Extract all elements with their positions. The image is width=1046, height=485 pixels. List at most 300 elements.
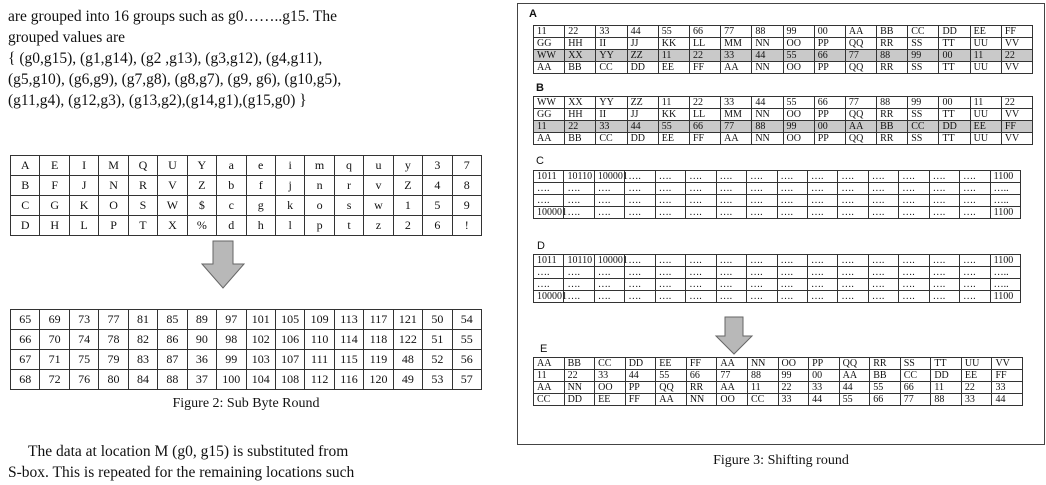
table-cell: 56 [452, 350, 481, 370]
table-cell: 22 [564, 370, 595, 382]
table-cell: 1 [393, 196, 422, 216]
table-cell: RR [877, 109, 908, 121]
table-cell: …. [716, 291, 746, 303]
table-cell: 55 [783, 50, 814, 62]
table-cell: 53 [423, 370, 452, 390]
table-cell: 88 [752, 26, 783, 38]
table-cell: 11 [658, 50, 689, 62]
table-cell: 11 [931, 382, 962, 394]
table-cell: 76 [69, 370, 98, 390]
table-cell: AA [534, 62, 565, 74]
table-cell: PP [625, 382, 656, 394]
table-cell: …. [594, 291, 624, 303]
table-cell: 5 [423, 196, 452, 216]
table-cell: …. [686, 171, 716, 183]
table-cell: ! [452, 216, 481, 236]
table-cell: k [275, 196, 304, 216]
table-cell: u [364, 156, 393, 176]
table-cell: 109 [305, 310, 334, 330]
table-cell: CC [595, 358, 626, 370]
text-line: (g11,g4), (g12,g3), (g13,g2),(g14,g1),(g15,g0) } [8, 92, 307, 109]
table-cell: 70 [40, 330, 69, 350]
table-cell: …. [625, 291, 655, 303]
table-cell: RR [870, 358, 901, 370]
table-row [11, 216, 482, 236]
table-cell: EE [656, 358, 687, 370]
table-cell: 82 [128, 330, 157, 350]
table-cell: TT [939, 109, 970, 121]
table-cell: 51 [423, 330, 452, 350]
table-cell: VV [992, 358, 1023, 370]
table-cell: 87 [158, 350, 187, 370]
table-cell: …. [716, 183, 746, 195]
table-cell: …. [747, 267, 777, 279]
table-cell: i [275, 156, 304, 176]
table-cell: 1100 [990, 207, 1020, 219]
table-cell: 44 [809, 394, 840, 406]
table-cell: 80 [99, 370, 128, 390]
label-a: A [529, 8, 537, 20]
table-cell: SS [900, 358, 931, 370]
table-b [533, 96, 1033, 145]
table-cell: 77 [99, 310, 128, 330]
table-cell: KK [658, 109, 689, 121]
table-cell: 11 [747, 382, 778, 394]
table-cell: 10110 [564, 171, 594, 183]
table-cell: X [158, 216, 187, 236]
table-c [533, 170, 1021, 219]
table-cell: 73 [69, 310, 98, 330]
table-cell: FF [689, 62, 720, 74]
table-cell: …. [534, 279, 564, 291]
table-cell: 105 [275, 310, 304, 330]
table-cell: AA [721, 133, 752, 145]
table-cell: …. [868, 279, 898, 291]
table-row [11, 156, 482, 176]
table-cell: 22 [778, 382, 809, 394]
label-d: D [537, 240, 545, 252]
table-cell: …. [655, 291, 685, 303]
table-cell: …. [899, 183, 929, 195]
table-cell: v [364, 176, 393, 196]
table-cell: 22 [961, 382, 992, 394]
table-cell: …. [686, 255, 716, 267]
table-cell: % [187, 216, 216, 236]
table-cell: 100001 [594, 171, 624, 183]
table-cell: 88 [877, 50, 908, 62]
table-cell: …. [655, 195, 685, 207]
table-cell: 3 [423, 156, 452, 176]
table-cell: HH [565, 38, 596, 50]
table-cell: EE [970, 26, 1001, 38]
table-cell: LL [689, 109, 720, 121]
table-cell: …. [534, 267, 564, 279]
table-cell: FF [1001, 26, 1032, 38]
table-cell: …. [868, 291, 898, 303]
table-cell: …. [838, 291, 868, 303]
table-cell: 100001 [594, 255, 624, 267]
table-row [11, 370, 482, 390]
table-cell: 108 [275, 370, 304, 390]
table-cell: 2 [393, 216, 422, 236]
table-cell: …. [807, 171, 837, 183]
table-cell: SS [908, 38, 939, 50]
table-cell: …. [807, 267, 837, 279]
table-cell: VV [1001, 62, 1032, 74]
table-cell: …. [655, 267, 685, 279]
table-cell: PP [814, 109, 845, 121]
table-cell: 77 [721, 26, 752, 38]
table-cell: 99 [783, 26, 814, 38]
table-cell: YY [596, 50, 627, 62]
table-cell: 48 [393, 350, 422, 370]
table-cell: m [305, 156, 334, 176]
table-cell: AA [845, 121, 876, 133]
table-cell: UU [970, 133, 1001, 145]
table-cell: AA [534, 133, 565, 145]
table-cell: 77 [900, 394, 931, 406]
table-cell: BB [877, 121, 908, 133]
table-cell: 81 [128, 310, 157, 330]
table-cell: UU [961, 358, 992, 370]
label-b: B [536, 82, 544, 94]
table-cell: …. [960, 255, 990, 267]
table-cell: HH [565, 109, 596, 121]
table-cell: F [40, 176, 69, 196]
table-cell: P [99, 216, 128, 236]
table-cell: B [11, 176, 40, 196]
table-row [534, 279, 1021, 291]
table-cell: …. [716, 279, 746, 291]
table-cell: …. [838, 255, 868, 267]
table-cell: 112 [305, 370, 334, 390]
table-cell: 10110 [564, 255, 594, 267]
table-cell: …. [899, 207, 929, 219]
table-cell: …. [716, 207, 746, 219]
table-cell: 00 [809, 370, 840, 382]
table-cell: 54 [452, 310, 481, 330]
table-cell: CC [908, 26, 939, 38]
table-cell: GG [534, 38, 565, 50]
table-cell: QQ [839, 358, 870, 370]
table-cell: T [128, 216, 157, 236]
table-cell: UU [970, 109, 1001, 121]
table-cell: …. [838, 195, 868, 207]
table-cell: …. [564, 291, 594, 303]
table-cell: FF [686, 358, 717, 370]
table-cell: 116 [334, 370, 363, 390]
table-cell: MM [721, 109, 752, 121]
table-cell: d [217, 216, 246, 236]
table-cell: n [305, 176, 334, 196]
table-cell: 66 [900, 382, 931, 394]
table-cell: 88 [158, 370, 187, 390]
table-cell: …. [868, 183, 898, 195]
table-cell: …. [564, 183, 594, 195]
table-cell: 44 [752, 50, 783, 62]
table-cell: r [334, 176, 363, 196]
table-row [534, 382, 1023, 394]
table-cell: 77 [717, 370, 748, 382]
table-cell: …. [868, 207, 898, 219]
table-cell: QQ [845, 109, 876, 121]
table-row [534, 133, 1033, 145]
table-cell: …. [777, 267, 807, 279]
table-cell: II [596, 109, 627, 121]
table-cell: 6 [423, 216, 452, 236]
table-cell: …. [564, 195, 594, 207]
table-cell: QQ [845, 62, 876, 74]
table-row [534, 291, 1021, 303]
table-row [11, 350, 482, 370]
table-cell: BB [565, 62, 596, 74]
table-cell: 44 [627, 121, 658, 133]
table-cell: A [11, 156, 40, 176]
table-cell: 22 [689, 50, 720, 62]
table-cell: OO [595, 382, 626, 394]
table-cell: …. [747, 195, 777, 207]
table-cell: 11 [658, 97, 689, 109]
table-row [534, 370, 1023, 382]
table-cell: 44 [992, 394, 1023, 406]
table-cell: 33 [596, 26, 627, 38]
table-cell: …. [960, 291, 990, 303]
table-cell: …. [564, 207, 594, 219]
table-cell: …. [929, 183, 959, 195]
table-row [534, 97, 1033, 109]
down-arrow-icon [200, 240, 246, 290]
table-cell: 72 [40, 370, 69, 390]
table-cell: 88 [747, 370, 778, 382]
table-cell: EE [658, 62, 689, 74]
table-cell: 65 [11, 310, 40, 330]
table-cell: JJ [627, 109, 658, 121]
table-cell: …. [960, 171, 990, 183]
table-cell: 00 [939, 50, 970, 62]
table-cell: 55 [452, 330, 481, 350]
table-cell: 99 [217, 350, 246, 370]
table-cell: …. [807, 183, 837, 195]
text-line: The data at location M (g0, g15) is substituted from [28, 443, 349, 460]
table-cell: …. [929, 195, 959, 207]
table-row [11, 196, 482, 216]
table-cell: YY [596, 97, 627, 109]
table-cell: 66 [686, 370, 717, 382]
table-cell: J [69, 176, 98, 196]
table-cell: EE [595, 394, 626, 406]
table-cell: 36 [187, 350, 216, 370]
table-cell: G [40, 196, 69, 216]
table-cell: II [596, 38, 627, 50]
table-cell: a [217, 156, 246, 176]
table-cell: CC [596, 133, 627, 145]
table-cell: EE [970, 121, 1001, 133]
table-cell: PP [809, 358, 840, 370]
table-cell: 86 [158, 330, 187, 350]
table-cell: 90 [187, 330, 216, 350]
table-cell: …. [594, 195, 624, 207]
table-cell: 99 [908, 97, 939, 109]
table-cell: 44 [625, 370, 656, 382]
table-cell: …. [594, 279, 624, 291]
table-cell: 52 [423, 350, 452, 370]
table-cell: ….. [990, 267, 1020, 279]
table-cell: NN [752, 38, 783, 50]
table-cell: UU [970, 38, 1001, 50]
table-cell: 83 [128, 350, 157, 370]
table-cell: 99 [908, 50, 939, 62]
table-cell: 11 [970, 97, 1001, 109]
table-cell: 89 [187, 310, 216, 330]
table-cell: …. [686, 207, 716, 219]
table-cell: …. [716, 255, 746, 267]
table-cell: DD [627, 62, 658, 74]
table-row [534, 109, 1033, 121]
table-cell: U [158, 156, 187, 176]
table-cell: VV [1001, 38, 1032, 50]
table-cell: K [69, 196, 98, 216]
table-cell: 66 [689, 26, 720, 38]
table-cell: …. [838, 207, 868, 219]
table-cell: 1100 [990, 291, 1020, 303]
table-cell: 102 [246, 330, 275, 350]
table-cell: 75 [69, 350, 98, 370]
table-cell: NN [686, 394, 717, 406]
table-cell: SS [908, 62, 939, 74]
table-cell: o [305, 196, 334, 216]
table-cell: TT [939, 62, 970, 74]
table-cell: 33 [992, 382, 1023, 394]
table-cell: b [217, 176, 246, 196]
table-cell: …. [625, 195, 655, 207]
table-cell: 1011 [534, 255, 564, 267]
table-cell: …. [868, 255, 898, 267]
table-cell: BB [877, 26, 908, 38]
table-cell: …. [594, 267, 624, 279]
table-cell: 67 [11, 350, 40, 370]
table-cell: 66 [870, 394, 901, 406]
table-cell: DD [627, 133, 658, 145]
table-cell: z [364, 216, 393, 236]
table-cell: 88 [752, 121, 783, 133]
figure-2-caption: Figure 2: Sub Byte Round [172, 396, 320, 411]
table-cell: 22 [689, 97, 720, 109]
table-cell: Z [187, 176, 216, 196]
table-cell: …. [594, 183, 624, 195]
table-cell: 100 [217, 370, 246, 390]
table-cell: AA [534, 382, 565, 394]
table-cell: 44 [839, 382, 870, 394]
table-cell: 88 [877, 97, 908, 109]
table-cell: …. [899, 195, 929, 207]
table-cell: KK [658, 38, 689, 50]
table-cell: $ [187, 196, 216, 216]
table-cell: …. [777, 279, 807, 291]
table-cell: …. [899, 171, 929, 183]
table-cell: …. [625, 207, 655, 219]
table-cell: 117 [364, 310, 393, 330]
table-cell: …. [868, 171, 898, 183]
table-cell: 79 [99, 350, 128, 370]
table-cell: …. [777, 183, 807, 195]
table-cell: H [40, 216, 69, 236]
table-cell: EE [961, 370, 992, 382]
table-cell: …. [929, 207, 959, 219]
table-cell: 97 [217, 310, 246, 330]
table-cell: …. [625, 183, 655, 195]
table-cell: 44 [627, 26, 658, 38]
table-cell: 55 [658, 26, 689, 38]
table-cell: 33 [595, 370, 626, 382]
table-cell: …. [594, 207, 624, 219]
table-row [11, 330, 482, 350]
table-cell: e [246, 156, 275, 176]
table-cell: 77 [845, 97, 876, 109]
table-cell: AA [656, 394, 687, 406]
table-cell: …. [807, 279, 837, 291]
table-cell: …. [716, 171, 746, 183]
table-cell: SS [908, 133, 939, 145]
table-cell: 55 [658, 121, 689, 133]
table-cell: …. [777, 207, 807, 219]
table-cell: 9 [452, 196, 481, 216]
table-cell: 106 [275, 330, 304, 350]
table-cell: l [275, 216, 304, 236]
table-cell: 77 [845, 50, 876, 62]
table-cell: CC [534, 394, 565, 406]
table-cell: NN [752, 133, 783, 145]
table-cell: 00 [939, 97, 970, 109]
table-row [534, 38, 1033, 50]
table-cell: 55 [839, 394, 870, 406]
table-cell: …. [960, 267, 990, 279]
table-row [534, 255, 1021, 267]
table-cell: 1100 [990, 255, 1020, 267]
table-cell: 11 [534, 121, 565, 133]
table-cell: PP [814, 133, 845, 145]
table-cell: …. [807, 195, 837, 207]
table-cell: 99 [778, 370, 809, 382]
table-cell: ….. [990, 183, 1020, 195]
table-cell: 7 [452, 156, 481, 176]
table-cell: 11 [970, 50, 1001, 62]
table-cell: 1100 [990, 171, 1020, 183]
table-cell: …. [838, 279, 868, 291]
table-cell: SS [908, 109, 939, 121]
table-cell: WW [534, 50, 565, 62]
table-cell: 1011 [534, 171, 564, 183]
table-row [534, 62, 1033, 74]
table-cell: 66 [689, 121, 720, 133]
table-cell: 33 [809, 382, 840, 394]
table-cell: 22 [1001, 97, 1032, 109]
table-cell: …. [686, 291, 716, 303]
table-cell: RR [877, 133, 908, 145]
table-cell: …. [655, 183, 685, 195]
table-cell: …. [777, 171, 807, 183]
text-line: S-box. This is repeated for the remaining locations such [8, 464, 355, 481]
body-paragraph [8, 441, 354, 483]
table-cell: 22 [1001, 50, 1032, 62]
table-row [534, 50, 1033, 62]
table-cell: 71 [40, 350, 69, 370]
table-cell: …. [838, 171, 868, 183]
table-cell: 74 [69, 330, 98, 350]
table-cell: 104 [246, 370, 275, 390]
table-cell: …. [777, 291, 807, 303]
table-cell: 107 [275, 350, 304, 370]
table-cell: …. [534, 195, 564, 207]
